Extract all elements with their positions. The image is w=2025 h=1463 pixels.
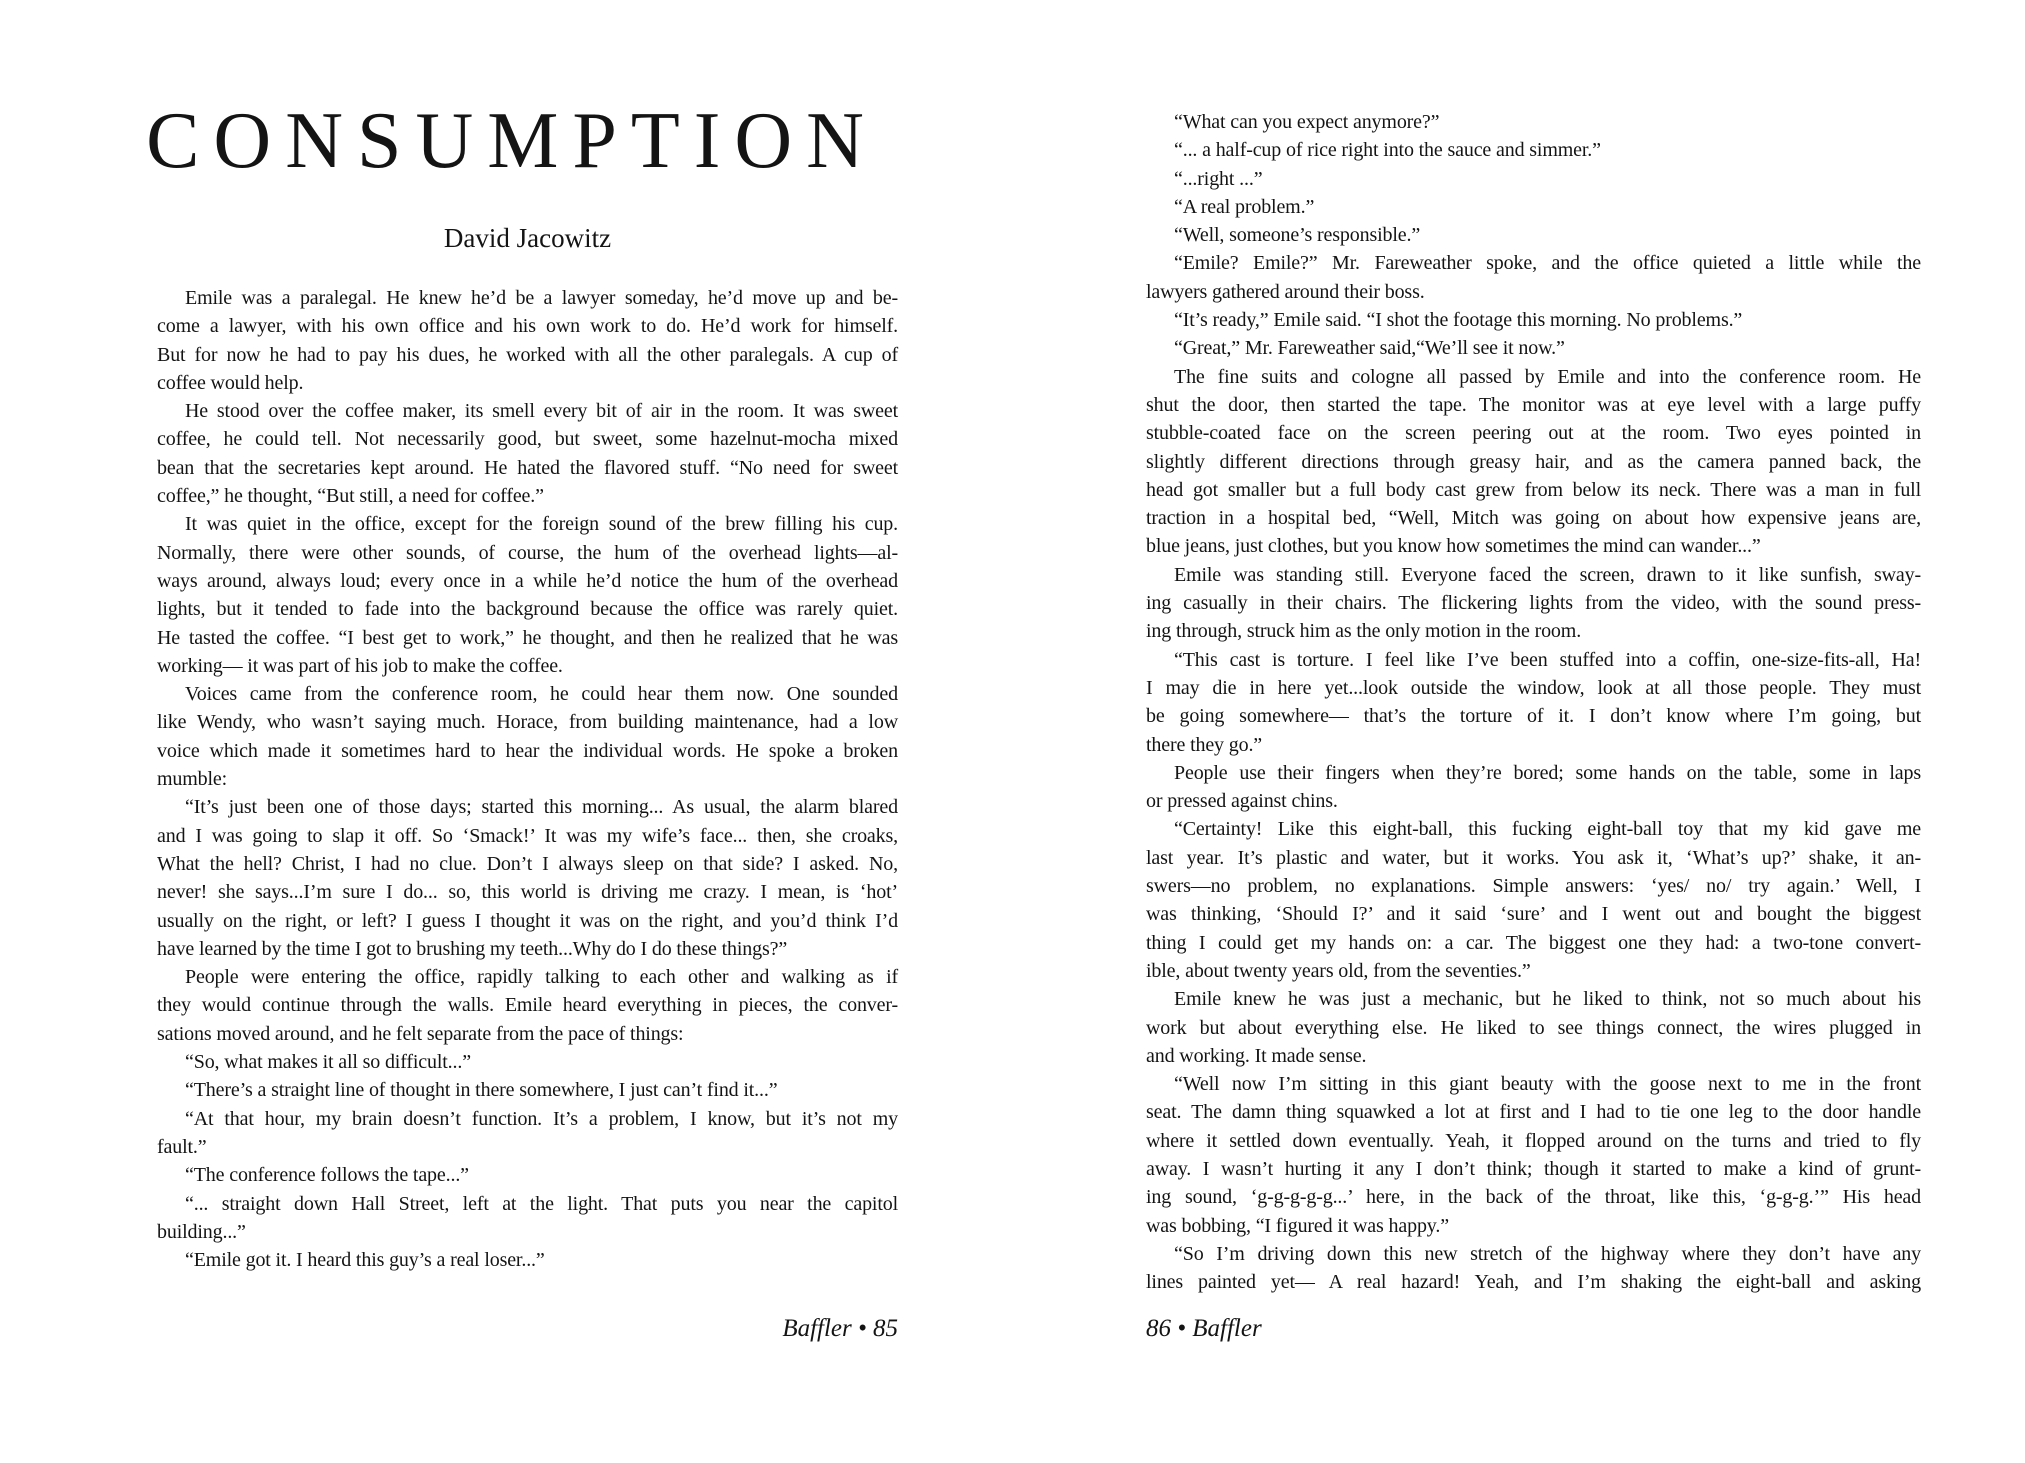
text-line: was thinking, ‘Should I?’ and it said ‘sure’ and I went out and bought the biggest <box>1146 903 1921 926</box>
text-line: work but about everything else. He liked to see things connect, the wires plugged in <box>1146 1016 1921 1039</box>
text-line: “It’s just been one of those days; started this morning... As usual, the alarm blared <box>185 796 898 819</box>
text-line: coffee would help. <box>157 371 304 394</box>
text-line: fault.” <box>157 1135 207 1158</box>
text-line: where it settled down eventually. Yeah, it flopped around on the turns and tried to fly <box>1146 1129 1921 1152</box>
text-line: “So, what makes it all so difficult...” <box>185 1051 471 1074</box>
paragraph <box>157 1246 898 1274</box>
text-line: and I was going to slap it off. So ‘Smack!’ It was my wife’s face... then, she croaks, <box>157 824 898 847</box>
paragraph <box>157 284 898 397</box>
text-line: “...right ...” <box>1174 167 1263 190</box>
text-line: “... straight down Hall Street, left at the light. That puts you near the capitol <box>185 1192 898 1215</box>
text-line: coffee, he could tell. Not necessarily good, but sweet, some hazelnut-mocha mixed <box>157 428 898 451</box>
text-line: “Well, someone’s responsible.” <box>1174 224 1421 247</box>
text-line: voice which made it sometimes hard to hear the individual words. He spoke a broken <box>157 739 898 762</box>
text-line: “Great,” Mr. Fareweather said,“We’ll see it now.” <box>1174 337 1565 360</box>
text-line: “... a half-cup of rice right into the sauce and simmer.” <box>1174 139 1601 162</box>
text-line: “This cast is torture. I feel like I’ve been stuffed into a coffin, one-size-fits-all, Ha! <box>1174 648 1921 671</box>
text-line: Normally, there were other sounds, of course, the hum of the overhead lights—al- <box>157 541 898 564</box>
text-line: seat. The damn thing squawked a lot at first and I had to tie one leg to the door handle <box>1146 1101 1921 1124</box>
text-line: was bobbing, “I figured it was happy.” <box>1146 1214 1449 1237</box>
text-line: lines painted yet— A real hazard! Yeah, and I’m shaking the eight-ball and asking <box>1146 1271 1921 1294</box>
paragraph <box>157 793 898 963</box>
text-line: sations moved around, and he felt separate from the pace of things: <box>157 1022 684 1045</box>
text-line: they would continue through the walls. Emile heard everything in pieces, the conver- <box>157 994 898 1017</box>
text-line: “A real problem.” <box>1174 195 1315 218</box>
text-line: ing sound, ‘g-g-g-g-g...’ here, in the back of the throat, like this, ‘g-g-g.’” His head <box>1146 1186 1921 1209</box>
text-line: It was quiet in the office, except for the foreign sound of the brew filling his cup. <box>185 513 898 536</box>
paragraph <box>1146 306 1921 334</box>
text-line: be going somewhere— that’s the torture of it. I don’t know where I’m going, but <box>1146 705 1921 728</box>
paragraph <box>1146 136 1921 164</box>
text-line: “The conference follows the tape...” <box>185 1164 469 1187</box>
text-line: “So I’m driving down this new stretch of the highway where they don’t have any <box>1174 1242 1921 1265</box>
text-line: “Well now I’m sitting in this giant beauty with the goose next to me in the front <box>1174 1073 1921 1096</box>
text-line: working— it was part of his job to make the coffee. <box>157 654 563 677</box>
text-line: What the hell? Christ, I had no clue. Don’t I always sleep on that side? I asked. No, <box>157 852 898 875</box>
paragraph <box>157 1190 898 1247</box>
paragraph <box>157 1161 898 1189</box>
paragraph <box>1146 334 1921 362</box>
text-line: He tasted the coffee. “I best get to work,” he thought, and then he realized that he was <box>157 626 898 649</box>
paragraph <box>1146 165 1921 193</box>
paragraph <box>1146 985 1921 1070</box>
text-line: have learned by the time I got to brushing my teeth...Why do I do these things?” <box>157 937 788 960</box>
text-line: slightly different directions through greasy hair, and as the camera panned back, the <box>1146 450 1921 473</box>
paragraph <box>1146 561 1921 646</box>
text-line: People were entering the office, rapidly talking to each other and walking as if <box>185 966 898 989</box>
text-line: last year. It’s plastic and water, but it works. You ask it, ‘What’s up?’ shake, it an- <box>1146 846 1921 869</box>
paragraph <box>157 963 898 1048</box>
text-line: “Emile got it. I heard this guy’s a real loser...” <box>185 1249 545 1272</box>
text-line: “Emile? Emile?” Mr. Fareweather spoke, and the office quieted a little while the <box>1174 252 1921 275</box>
paragraph <box>157 1105 898 1162</box>
text-line: bean that the secretaries kept around. He hated the flavored stuff. “No need for sweet <box>157 456 898 479</box>
text-line: “There’s a straight line of thought in there somewhere, I just can’t find it...” <box>185 1079 778 1102</box>
text-line: traction in a hospital bed, “Well, Mitch was going on about how expensive jeans are, <box>1146 507 1921 530</box>
paragraph <box>157 1076 898 1104</box>
text-line: head got smaller but a full body cast grew from below its neck. There was a man in full <box>1146 478 1921 501</box>
author-name: David Jacowitz <box>443 223 612 253</box>
paragraph <box>1146 646 1921 759</box>
right-page-body <box>1146 108 1921 1296</box>
paragraph <box>1146 759 1921 816</box>
text-line: Voices came from the conference room, he could hear them now. One sounded <box>185 683 898 706</box>
paragraph <box>157 397 898 510</box>
paragraph <box>1146 1070 1921 1240</box>
text-line: “What can you expect anymore?” <box>1174 111 1440 133</box>
text-line: away. I wasn’t hurting it any I don’t think; though it started to make a kind of grunt- <box>1146 1157 1921 1180</box>
text-line: Emile was standing still. Everyone faced the screen, drawn to it like sunfish, sway- <box>1174 563 1921 586</box>
text-line: ing through, struck him as the only motion in the room. <box>1146 620 1582 643</box>
text-line: blue jeans, just clothes, but you know how sometimes the mind can wander...” <box>1146 535 1761 558</box>
text-line: coffee,” he thought, “But still, a need for coffee.” <box>157 485 544 508</box>
text-line: ways around, always loud; every once in a while he’d notice the hum of the overhead <box>157 569 898 592</box>
text-line: lawyers gathered around their boss. <box>1146 280 1425 303</box>
right-page-footer: 86 • Baffler <box>1146 1315 1262 1342</box>
text-line: People use their fingers when they’re bored; some hands on the table, some in laps <box>1174 761 1921 784</box>
text-line: building...” <box>157 1220 246 1243</box>
text-line: “At that hour, my brain doesn’t function. It’s a problem, I know, but it’s not my <box>185 1107 898 1130</box>
paragraph <box>1146 363 1921 561</box>
paragraph <box>157 680 898 793</box>
text-line: mumble: <box>157 768 228 791</box>
text-line: like Wendy, who wasn’t saying much. Horace, from building maintenance, had a low <box>157 711 898 734</box>
paragraph <box>157 510 898 680</box>
paragraph <box>1146 221 1921 249</box>
text-line: stubble-coated face on the screen peering out at the room. Two eyes pointed in <box>1146 422 1921 445</box>
left-page-body <box>157 284 898 1274</box>
text-line: usually on the right, or left? I guess I thought it was on the right, and you’d think I’d <box>157 909 898 932</box>
text-line: But for now he had to pay his dues, he worked with all the other paralegals. A cup of <box>157 343 898 366</box>
text-line: He stood over the coffee maker, its smell every bit of air in the room. It was sweet <box>185 400 898 423</box>
text-line: and working. It made sense. <box>1146 1044 1367 1067</box>
text-line: never! she says...I’m sure I do... so, this world is driving me crazy. I mean, is ‘hot’ <box>157 881 898 904</box>
text-line: The fine suits and cologne all passed by Emile and into the conference room. He <box>1174 365 1921 388</box>
left-page-footer: Baffler • 85 <box>782 1315 898 1342</box>
paragraph <box>1146 1240 1921 1297</box>
text-line: “Certainty! Like this eight-ball, this fucking eight-ball toy that my kid gave me <box>1174 818 1921 841</box>
text-line: come a lawyer, with his own office and his own work to do. He’d work for himself. <box>157 315 898 338</box>
paragraph <box>1146 193 1921 221</box>
text-line: ing casually in their chairs. The flickering lights from the video, with the sound press- <box>1146 592 1921 615</box>
text-line: there they go.” <box>1146 733 1263 756</box>
text-line: Emile knew he was just a mechanic, but he liked to think, not so much about his <box>1174 988 1921 1011</box>
paragraph <box>1146 249 1921 306</box>
paragraph <box>157 1048 898 1076</box>
text-line: Emile was a paralegal. He knew he’d be a lawyer someday, he’d move up and be- <box>185 287 898 309</box>
text-line: swers—no problem, no explanations. Simple answers: ‘yes/ no/ try again.’ Well, I <box>1146 875 1921 898</box>
text-line: shut the door, then started the tape. The monitor was at eye level with a large puffy <box>1146 393 1921 416</box>
text-line: “It’s ready,” Emile said. “I shot the footage this morning. No problems.” <box>1174 309 1743 332</box>
paragraph <box>1146 108 1921 136</box>
text-line: thing I could get my hands on: a car. The biggest one they had: a two-tone convert- <box>1146 931 1921 954</box>
text-line: or pressed against chins. <box>1146 790 1338 813</box>
text-line: ible, about twenty years old, from the seventies.” <box>1146 959 1531 982</box>
paragraph <box>1146 815 1921 985</box>
text-line: I may die in here yet...look outside the window, look at all those people. They must <box>1146 676 1921 699</box>
story-title: CONSUMPTION <box>146 97 878 185</box>
text-line: lights, but it tended to fade into the background because the office was rarely quiet. <box>157 598 898 621</box>
